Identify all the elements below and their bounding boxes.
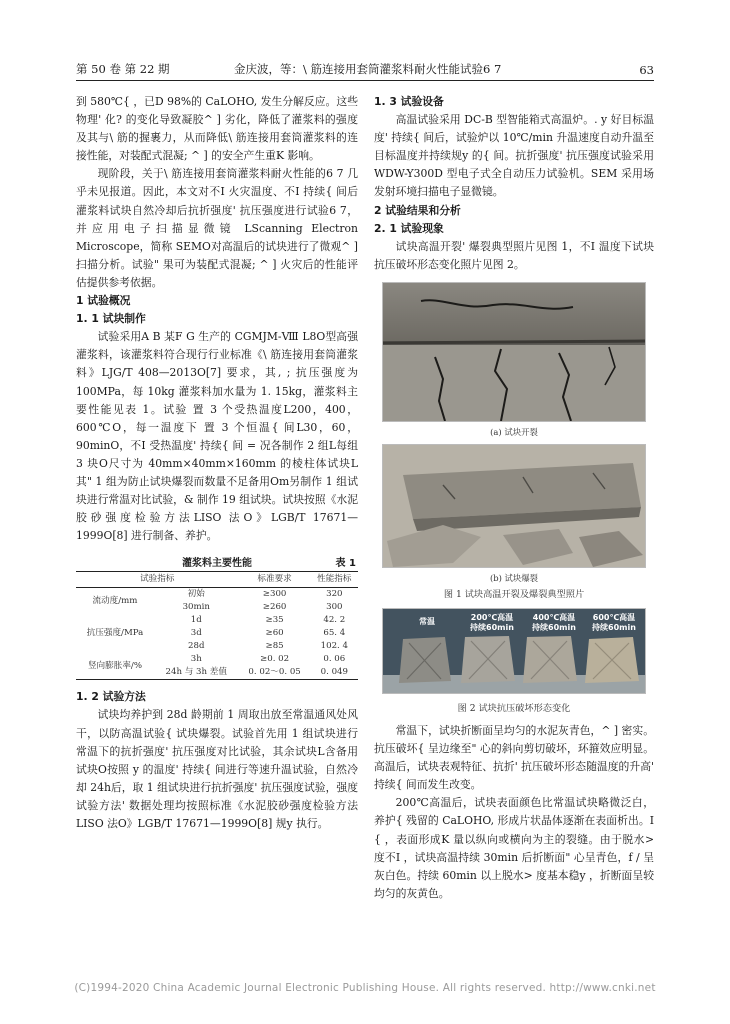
right-column	[374, 93, 654, 903]
cracked-specimen-photo	[382, 282, 646, 422]
figure-1	[374, 282, 654, 602]
table-cell: 65. 4	[323, 628, 346, 639]
table-header-cell: 性能指标	[311, 572, 358, 588]
table-cell: 0. 02～0. 05	[248, 667, 301, 678]
figure-caption: 图 2 试块抗压破坏形态变化	[457, 702, 571, 714]
table-cell: ≥85	[265, 641, 284, 652]
table-cell: 3h	[190, 654, 202, 665]
table-group-cell: 流动度/mm	[92, 595, 138, 606]
running-header	[76, 58, 654, 78]
spalled-specimen-image	[383, 445, 646, 568]
section-heading: 1 试验概况	[76, 294, 131, 308]
page-number: 63	[639, 63, 654, 77]
copyright-footer: (C)1994-2020 China Academic Journal Electronic Publishing House. All rights reserved. http://www.cnki.net	[74, 982, 656, 994]
properties-table	[76, 571, 358, 680]
table-cell: 42. 2	[323, 615, 346, 626]
figure-caption: 图 1 试块高温开裂及爆裂典型照片	[443, 588, 585, 600]
paragraph: 到 580℃{ ，已D 98%的 CaLOHO, 发生分解反应。这些物理' 化? 的变化导致凝胶^ ] 劣化，降低了灌浆料的强度及其与\ 筋的握裹力，从而降低\ 筋连接用套筒灌浆料的连接性能，对装配式混凝; ^ ] 的安全产生重K 影响。	[76, 95, 358, 163]
table-caption	[76, 555, 358, 571]
table-row	[76, 588, 358, 602]
subsection-heading: 2. 1 试验现象	[374, 221, 444, 235]
table-cell: 初始	[187, 589, 205, 600]
specimen-label: 400℃高温 持续60min	[532, 612, 576, 632]
figure-2	[374, 608, 654, 716]
table-cell: 102. 4	[320, 641, 348, 652]
table-cell: 28d	[188, 641, 205, 652]
subfigure-caption: (b) 试块爆裂	[489, 572, 539, 583]
journal-volume: 第 50 卷 第 22 期	[76, 62, 170, 76]
subsection-heading: 1. 3 试验设备	[374, 95, 444, 108]
subsection-heading: 1. 1 试块制作	[76, 312, 146, 326]
paragraph: 高温试验采用 DC-B 型智能箱式高温炉。. y 好目标温度' 持续{ 间后，试验炉以 10℃/min 升温速度自动升温至目标温度并持续规y 的{ 间。抗折强度' 抗压强度试验采用 WDW-Y300D 型电子式全自动压力试验机。SEM 采用场发射环境扫描电子显微镜。	[374, 113, 654, 199]
table-cell: 3d	[190, 628, 202, 639]
paragraph: 200℃高温后，试块表面颜色比常温试块略微泛白，养护{ 残留的 CaLOHO, 形成片状晶体逐渐在表面析出。I { ，表面形成K 量以纵向或横向为主的裂缝。由于脱水> 度不I ，试块高温持续 30min 后折断面" 心呈青色，f / 呈灰白色。持续 60min 以上脱水> 度基本稳y ，折断面呈较均匀的灰黄色。	[374, 796, 654, 900]
table-header-cell: 标准要求	[239, 572, 311, 588]
table-cell: ≥60	[265, 628, 284, 639]
specimen-label: 200℃高温 持续60min	[470, 612, 514, 632]
table-cell: ≥300	[262, 589, 287, 600]
paragraph: 试验采用A B 某F G 生产的 CGMJM-Ⅷ L8O型高强灌浆料，该灌浆料符合现行行业标准《\ 筋连接用套筒灌浆料》LJG/T 408—2013O[7] 要求，其, ; 抗压强度为 100MPa，每 10kg 灌浆料加水量为 1. 15kg，灌浆料主要性能见表 1。试验 置 3 个受热温度L200，400，600℃O，每一温度下 置 3 个恒温{ 间L30，60，90minO，不I 受热温度' 持续{ 间 = 况各制作 2 组L每组 3 块O尺寸为 40mm×40mm×160mm 的棱柱体试块L其" 1 组为防止试块爆裂而数量不足备用Om另制作 1 组试块进行常温对比试验，& 制作 19 组试块。试块按照《水泥胶砂强度检验方法LISO 法O》LGB/T 17671—1999O[8] 进行制备、养护。	[76, 330, 358, 543]
paragraph: 试块均养护到 28d 龄期前 1 周取出放至常温通风处风干，以防高温试验{ 试块爆裂。试验首先用 1 组试块进行常温下的抗折强度' 抗压强度对比试验，其余试块L含备用试块O按照 y 的温度' 持续{ 间进行等速升温试验，自然冷却 24h后，取 1 组试块进行抗折强度' 抗压强度试验，强度试验方法' 数据处理均按照标准《水泥胶砂强度检验方法LISO 法O》LGB/T 17671—1999O[8] 规y 执行。	[76, 708, 358, 830]
table-cell: 0. 06	[323, 654, 346, 665]
paragraph: 现阶段，关于\ 筋连接用套筒灌浆料耐火性能的6 7 几乎未见报道。因此，本文对不I 火灾温度、不I 持续{ 间后灌浆料试块自然冷却后抗折强度' 抗压强度进行试验6 7，并应用电子扫描显微镜 LScanning Electron Microscope，简称 SEMO对高温后的试块进行了微观^ ] 扫描分析。试验" 果可为装配式混凝; ^ ] 火灾后的性能评估提供参考依据。	[76, 167, 358, 289]
table-title: 灌浆料主要性能	[182, 558, 252, 570]
table-cell: 24h 与 3h 差值	[165, 667, 227, 678]
left-column	[76, 93, 358, 833]
specimen-label: 600℃高温 持续60min	[592, 612, 636, 632]
table-row	[76, 653, 358, 666]
paragraph: 试块高温开裂' 爆裂典型照片见图 1，不I 温度下试块抗压破坏形态变化照片见图 2。	[374, 239, 654, 271]
compression-failure-photo	[382, 608, 646, 694]
article-running-title: 金庆波，等：\ 筋连接用套筒灌浆料耐火性能试验6 7	[234, 62, 502, 76]
table-group-cell: 竖向膨胀率/%	[87, 660, 142, 671]
table-number: 表 1	[335, 558, 356, 570]
table-group-cell: 抗压强度/MPa	[86, 628, 144, 639]
paragraph: 常温下，试块折断面呈均匀的水泥灰青色，^ ] 密实。抗压破坏{ 呈边缘至" 心的斜向剪切破坏，环箍效应明显。高温后，试块表观特征、抗折' 抗压破坏形态随温度的升高' 持续{ 间而发生改变。	[374, 723, 654, 792]
subsection-heading: 1. 2 试验方法	[76, 690, 146, 704]
table-header-cell: 试验指标	[76, 572, 239, 588]
cracked-specimen-image	[383, 283, 646, 422]
table-row	[76, 614, 358, 627]
table-cell: 320	[326, 589, 343, 600]
spalled-specimen-photo	[382, 444, 646, 568]
subfigure-caption: (a) 试块开裂	[490, 426, 538, 437]
table-1	[76, 555, 358, 680]
table-cell: 300	[326, 602, 343, 613]
table-cell: 30min	[182, 602, 210, 613]
specimen-label: 常温	[419, 616, 435, 626]
header-rule	[76, 80, 654, 81]
table-cell: 0. 049	[320, 667, 348, 678]
table-cell: ≥35	[265, 615, 284, 626]
table-cell: 1d	[190, 615, 202, 626]
table-cell: ≥0. 02	[260, 654, 290, 665]
section-heading: 2 试验结果和分析	[374, 203, 461, 217]
table-cell: ≥260	[262, 602, 287, 613]
